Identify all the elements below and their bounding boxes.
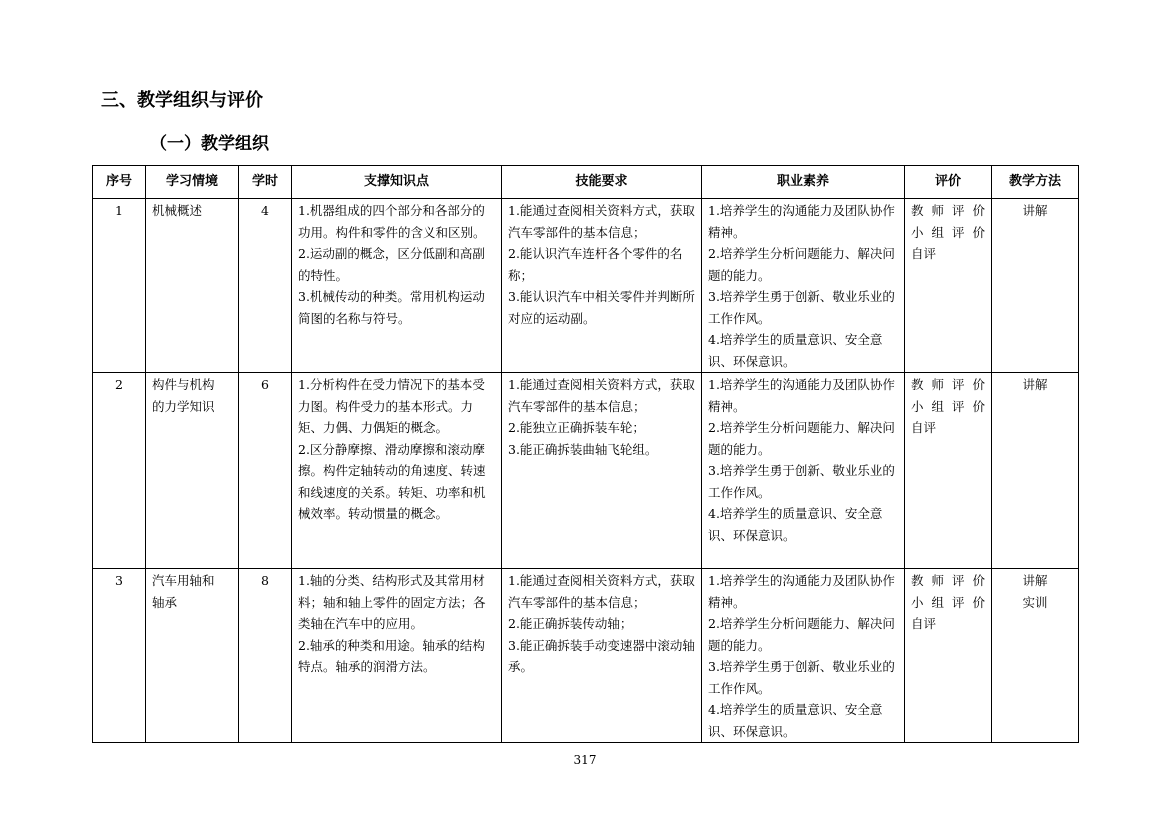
table-header-row [93,166,1079,199]
literacy-cell [702,199,905,373]
skill-item: 3.能正确拆装手动变速器中滚动轴承。 [508,637,695,674]
skills-cell [502,569,702,743]
method-item: 讲解 [1022,203,1048,218]
skill-item: 1.能通过查阅相关资料方式，获取汽车零部件的基本信息； [508,573,695,610]
evaluation-cell [905,373,992,569]
skills-cell [502,199,702,373]
skill-item: 2.能独立正确拆装车轮； [508,420,645,435]
knowledge-item: 2.运动副的概念，区分低副和高副的特性。 [298,246,485,283]
situation-cell [146,569,239,743]
method-item: 实训 [1022,594,1048,610]
literacy-item: 4.培养学生的质量意识、安全意识、环保意识。 [708,506,883,543]
hours-cell: 8 [239,569,292,743]
row-number: 1 [93,199,146,373]
row-number: 3 [93,569,146,743]
header-literacy: 职业素养 [702,166,905,199]
page-number: 317 [573,753,597,767]
situation-text: 汽车用轴和 [152,573,215,588]
literacy-item: 2.培养学生分析问题能力、解决问题的能力。 [708,420,895,457]
skill-item: 2.能正确拆装传动轴； [508,616,633,631]
hours-cell: 6 [239,373,292,569]
knowledge-cell [292,569,502,743]
header-knowledge: 支撑知识点 [292,166,502,199]
literacy-item: 4.培养学生的质量意识、安全意识、环保意识。 [708,702,883,739]
skills-cell [502,373,702,569]
knowledge-item: 1.机器组成的四个部分和各部分的功用。构件和零件的含义和区别。 [298,203,486,240]
evaluation-cell [905,569,992,743]
situation-cell [146,373,239,569]
literacy-cell [702,373,905,569]
knowledge-item: 2.区分静摩擦、滑动摩擦和滚动摩擦。构件定轴转动的角速度、转速和线速度的关系。转矩、功率和机械效率。转动惯量的概念。 [298,441,486,521]
subsection-heading: （一）教学组织 [150,134,269,154]
knowledge-item: 1.分析构件在受力情况下的基本受力图。构件受力的基本形式。力矩、力偶、力偶矩的概念。 [298,377,485,435]
header-method: 教学方法 [992,166,1079,199]
method-item: 讲解 [1022,377,1048,392]
method-item: 讲解 [1022,573,1048,588]
header-skills: 技能要求 [502,166,702,199]
literacy-item: 2.培养学生分析问题能力、解决问题的能力。 [708,246,895,283]
situation-text: 的力学知识 [152,398,215,414]
evaluation-item: 自评 [911,420,937,435]
evaluation-item: 教师评价 [911,203,985,218]
evaluation-item: 自评 [911,246,937,261]
section-heading: 三、教学组织与评价 [101,90,263,111]
method-cell [992,373,1079,569]
knowledge-item: 3.机械传动的种类。常用机构运动简图的名称与符号。 [298,289,485,326]
situation-text: 机械概述 [152,203,203,218]
literacy-item: 1.培养学生的沟通能力及团队协作精神。 [708,377,895,414]
row-number: 2 [93,373,146,569]
teaching-organization-table [92,165,1079,743]
table-row [93,199,1079,373]
method-cell [992,199,1079,373]
skill-item: 2.能认识汽车连杆各个零件的名称； [508,246,683,283]
situation-cell [146,199,239,373]
method-cell [992,569,1079,743]
header-evaluation: 评价 [905,166,992,199]
situation-text: 轴承 [152,594,178,610]
evaluation-item: 小组评价 [911,594,985,610]
evaluation-item: 教师评价 [911,573,985,588]
literacy-cell [702,569,905,743]
literacy-item: 4.培养学生的质量意识、安全意识、环保意识。 [708,332,883,369]
evaluation-cell [905,199,992,373]
header-no: 序号 [93,166,146,199]
table-row [93,373,1079,569]
header-hours: 学时 [239,166,292,199]
skill-item: 1.能通过查阅相关资料方式，获取汽车零部件的基本信息； [508,377,695,414]
table-row [93,569,1079,743]
evaluation-item: 自评 [911,616,937,631]
literacy-item: 2.培养学生分析问题能力、解决问题的能力。 [708,616,895,653]
evaluation-item: 小组评价 [911,224,985,240]
hours-cell: 4 [239,199,292,373]
knowledge-item: 2.轴承的种类和用途。轴承的结构特点。轴承的润滑方法。 [298,637,485,674]
knowledge-item: 1.轴的分类、结构形式及其常用材料；轴和轴上零件的固定方法；各类轴在汽车中的应用。 [298,573,486,631]
evaluation-item: 小组评价 [911,398,985,414]
skill-item: 1.能通过查阅相关资料方式，获取汽车零部件的基本信息； [508,203,695,240]
literacy-item: 3.培养学生勇于创新、敬业乐业的工作作风。 [708,463,895,500]
skill-item: 3.能正确拆装曲轴飞轮组。 [508,441,658,457]
knowledge-cell [292,373,502,569]
evaluation-item: 教师评价 [911,377,985,392]
skill-item: 3.能认识汽车中相关零件并判断所对应的运动副。 [508,289,695,326]
literacy-item: 3.培养学生勇于创新、敬业乐业的工作作风。 [708,659,895,696]
knowledge-cell [292,199,502,373]
literacy-item: 1.培养学生的沟通能力及团队协作精神。 [708,203,895,240]
literacy-item: 3.培养学生勇于创新、敬业乐业的工作作风。 [708,289,895,326]
literacy-item: 1.培养学生的沟通能力及团队协作精神。 [708,573,895,610]
situation-text: 构件与机构 [152,377,215,392]
header-situation: 学习情境 [146,166,239,199]
